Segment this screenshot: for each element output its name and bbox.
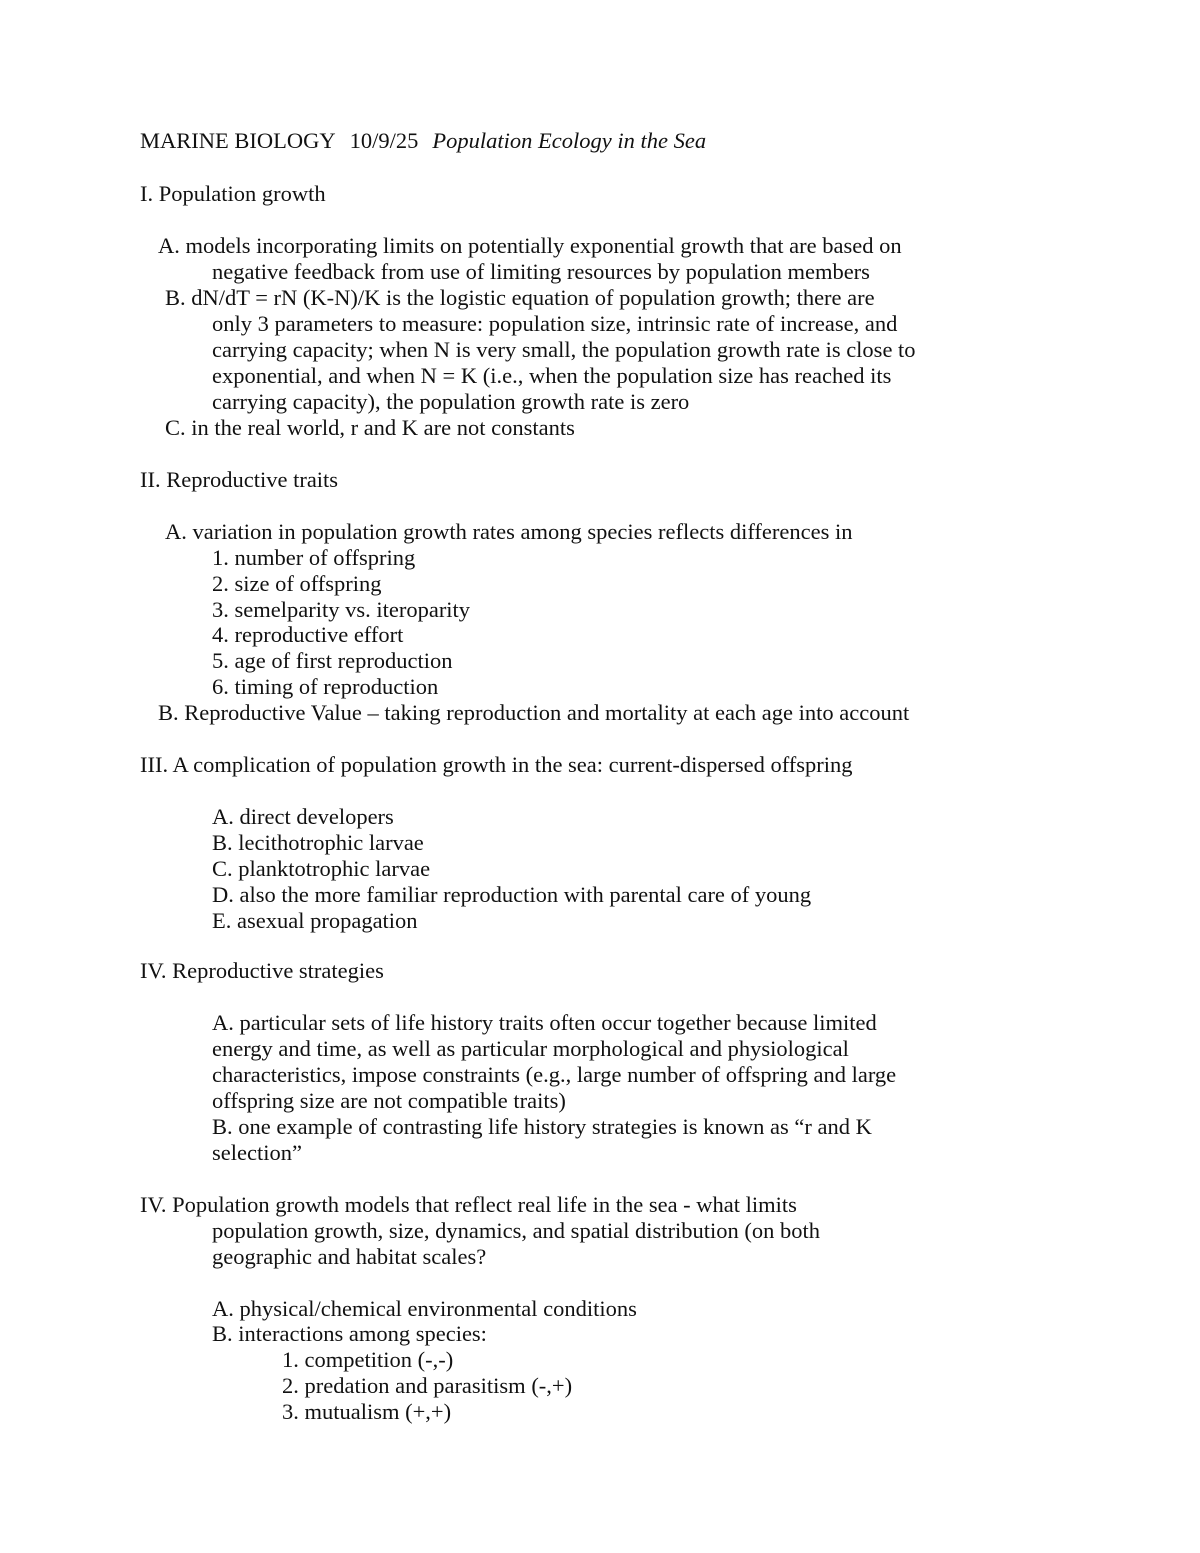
list-item: 1. number of offspring xyxy=(212,545,416,570)
outline-item-continuation: negative feedback from use of limiting resources by population members xyxy=(212,259,870,284)
outline-item: B. one example of contrasting life history strategies is known as “r and K xyxy=(212,1114,872,1139)
list-item: C. planktotrophic larvae xyxy=(212,856,431,881)
outline-item-continuation: carrying capacity), the population growth rate is zero xyxy=(212,389,690,414)
outline-item-continuation: only 3 parameters to measure: population size, intrinsic rate of increase, and xyxy=(212,311,898,336)
list-item: 3. semelparity vs. iteroparity xyxy=(212,597,471,622)
outline-item-continuation: energy and time, as well as particular morphological and physiological xyxy=(212,1036,849,1061)
list-item: 3. mutualism (+,+) xyxy=(282,1399,452,1424)
lecture-topic: Population Ecology in the Sea xyxy=(432,128,707,153)
section-heading-continuation: geographic and habitat scales? xyxy=(212,1244,487,1269)
outline-item: A. particular sets of life history traits often occur together because limited xyxy=(212,1010,877,1035)
list-item: 5. age of first reproduction xyxy=(212,648,453,673)
outline-item: C. in the real world, r and K are not constants xyxy=(165,415,575,440)
outline-item: A. variation in population growth rates among species reflects differences in xyxy=(165,519,853,544)
section-heading-reproductive-strategies: IV. Reproductive strategies xyxy=(140,958,384,983)
outline-item: B. dN/dT = rN (K-N)/K is the logistic equation of population growth; there are xyxy=(165,285,875,310)
outline-item-continuation: characteristics, impose constraints (e.g., large number of offspring and large xyxy=(212,1062,897,1087)
outline-item-continuation: exponential, and when N = K (i.e., when the population size has reached its xyxy=(212,363,892,388)
list-item: E. asexual propagation xyxy=(212,908,418,933)
section-heading-population-growth: I. Population growth xyxy=(140,181,326,206)
course-name: MARINE BIOLOGY xyxy=(140,128,336,153)
outline-item: A. models incorporating limits on potentially exponential growth that are based on xyxy=(158,233,902,258)
section-heading-growth-models: IV. Population growth models that reflect real life in the sea - what limits xyxy=(140,1192,797,1217)
section-heading-continuation: population growth, size, dynamics, and spatial distribution (on both xyxy=(212,1218,821,1243)
list-item: 6. timing of reproduction xyxy=(212,674,439,699)
list-item: 4. reproductive effort xyxy=(212,622,404,647)
outline-item-continuation: selection” xyxy=(212,1140,302,1165)
section-heading-complication: III. A complication of population growth in the sea: current-dispersed offspring xyxy=(140,752,853,777)
outline-item-continuation: offspring size are not compatible traits) xyxy=(212,1088,566,1113)
outline-item: A. physical/chemical environmental conditions xyxy=(212,1296,637,1321)
page-title xyxy=(140,128,706,154)
outline-item: B. Reproductive Value – taking reproduction and mortality at each age into account xyxy=(158,700,910,725)
list-item: 2. predation and parasitism (-,+) xyxy=(282,1373,573,1398)
outline-item: B. interactions among species: xyxy=(212,1321,487,1346)
list-item: A. direct developers xyxy=(212,804,394,829)
lecture-date: 10/9/25 xyxy=(349,128,419,153)
list-item: 2. size of offspring xyxy=(212,571,382,596)
list-item: D. also the more familiar reproduction with parental care of young xyxy=(212,882,812,907)
list-item: 1. competition (-,-) xyxy=(282,1347,454,1372)
outline-item-continuation: carrying capacity; when N is very small, the population growth rate is close to xyxy=(212,337,916,362)
list-item: B. lecithotrophic larvae xyxy=(212,830,424,855)
section-heading-reproductive-traits: II. Reproductive traits xyxy=(140,467,339,492)
